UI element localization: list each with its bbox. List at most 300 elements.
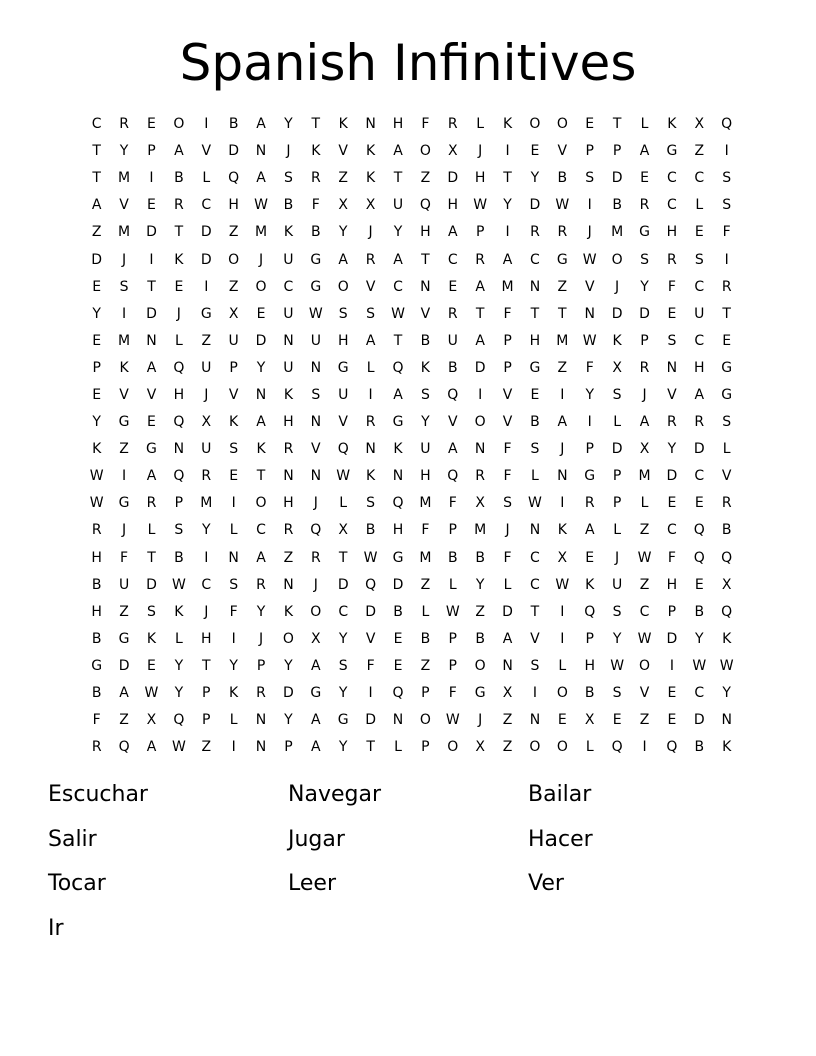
- grid-cell[interactable]: U: [228, 332, 239, 349]
- grid-cell[interactable]: D: [666, 630, 678, 647]
- grid-cell[interactable]: S: [338, 657, 348, 674]
- grid-cell[interactable]: Y: [256, 603, 266, 620]
- grid-cell[interactable]: A: [146, 739, 157, 756]
- grid-cell[interactable]: I: [231, 739, 236, 756]
- grid-cell[interactable]: K: [338, 116, 348, 133]
- grid-cell[interactable]: R: [447, 116, 458, 133]
- grid-cell[interactable]: T: [147, 278, 156, 295]
- grid-cell[interactable]: X: [721, 576, 732, 593]
- grid-cell[interactable]: X: [365, 197, 376, 214]
- grid-cell[interactable]: T: [558, 305, 567, 322]
- grid-cell[interactable]: R: [256, 576, 266, 593]
- grid-cell[interactable]: E: [585, 549, 595, 566]
- grid-cell[interactable]: T: [530, 603, 540, 620]
- grid-cell[interactable]: N: [228, 549, 239, 566]
- grid-cell[interactable]: N: [365, 116, 376, 133]
- grid-cell[interactable]: L: [366, 359, 375, 376]
- grid-cell[interactable]: D: [255, 332, 267, 349]
- grid-cell[interactable]: G: [337, 712, 349, 729]
- grid-cell[interactable]: E: [448, 278, 458, 295]
- grid-cell[interactable]: J: [642, 386, 647, 403]
- grid-cell[interactable]: U: [611, 576, 623, 593]
- grid-cell[interactable]: S: [229, 576, 239, 593]
- grid-cell[interactable]: W: [528, 495, 542, 512]
- grid-cell[interactable]: Q: [419, 197, 431, 214]
- grid-cell[interactable]: B: [228, 116, 239, 133]
- grid-cell[interactable]: Y: [284, 116, 293, 133]
- grid-cell[interactable]: M: [556, 332, 569, 349]
- grid-cell[interactable]: Z: [91, 224, 102, 241]
- grid-cell[interactable]: I: [587, 197, 592, 214]
- grid-cell[interactable]: R: [256, 685, 266, 702]
- grid-cell[interactable]: W: [336, 468, 351, 485]
- grid-cell[interactable]: V: [502, 386, 513, 403]
- grid-cell[interactable]: G: [146, 441, 157, 458]
- grid-cell[interactable]: L: [695, 197, 704, 214]
- grid-cell[interactable]: M: [254, 224, 268, 241]
- grid-cell[interactable]: Y: [393, 224, 403, 241]
- grid-cell[interactable]: Q: [228, 170, 240, 187]
- grid-cell[interactable]: V: [420, 305, 431, 322]
- grid-cell[interactable]: Z: [201, 332, 212, 349]
- grid-cell[interactable]: I: [560, 495, 565, 512]
- grid-cell[interactable]: A: [584, 522, 595, 539]
- grid-cell[interactable]: I: [368, 386, 373, 403]
- grid-cell[interactable]: F: [421, 116, 430, 133]
- grid-cell[interactable]: T: [201, 657, 211, 674]
- grid-cell[interactable]: C: [694, 468, 705, 485]
- grid-cell[interactable]: N: [310, 359, 322, 376]
- grid-cell[interactable]: O: [474, 657, 486, 674]
- grid-cell[interactable]: T: [722, 305, 731, 322]
- grid-cell[interactable]: A: [146, 359, 157, 376]
- grid-cell[interactable]: I: [505, 143, 510, 160]
- grid-cell[interactable]: T: [366, 739, 375, 756]
- grid-cell[interactable]: L: [722, 441, 731, 458]
- grid-cell[interactable]: A: [174, 143, 184, 160]
- grid-cell[interactable]: O: [529, 739, 541, 756]
- grid-cell[interactable]: A: [475, 332, 485, 349]
- grid-cell[interactable]: E: [530, 386, 540, 403]
- grid-cell[interactable]: R: [721, 278, 732, 295]
- grid-cell[interactable]: L: [421, 603, 430, 620]
- grid-cell[interactable]: K: [393, 441, 403, 458]
- grid-cell[interactable]: S: [147, 603, 156, 620]
- grid-cell[interactable]: C: [91, 116, 102, 133]
- grid-cell[interactable]: Q: [447, 468, 459, 485]
- grid-cell[interactable]: Y: [229, 657, 238, 674]
- grid-cell[interactable]: F: [366, 657, 375, 674]
- grid-cell[interactable]: B: [420, 630, 431, 647]
- grid-cell[interactable]: E: [667, 495, 677, 512]
- grid-cell[interactable]: E: [585, 116, 595, 133]
- grid-cell[interactable]: M: [638, 468, 651, 485]
- grid-cell[interactable]: G: [118, 495, 130, 512]
- grid-cell[interactable]: A: [694, 386, 705, 403]
- grid-cell[interactable]: L: [613, 414, 622, 431]
- grid-cell[interactable]: R: [447, 305, 458, 322]
- grid-cell[interactable]: E: [147, 197, 156, 214]
- grid-cell[interactable]: T: [530, 305, 540, 322]
- grid-cell[interactable]: M: [419, 495, 432, 512]
- grid-cell[interactable]: O: [310, 603, 322, 620]
- grid-cell[interactable]: H: [420, 468, 431, 485]
- grid-cell[interactable]: B: [557, 170, 568, 187]
- grid-cell[interactable]: G: [584, 468, 596, 485]
- grid-cell[interactable]: I: [122, 305, 127, 322]
- grid-cell[interactable]: L: [613, 522, 622, 539]
- grid-cell[interactable]: K: [146, 630, 157, 647]
- grid-cell[interactable]: O: [282, 630, 294, 647]
- grid-cell[interactable]: N: [529, 278, 541, 295]
- grid-cell[interactable]: R: [310, 170, 321, 187]
- grid-cell[interactable]: Y: [92, 305, 101, 322]
- grid-cell[interactable]: D: [529, 197, 541, 214]
- grid-cell[interactable]: L: [558, 657, 567, 674]
- grid-cell[interactable]: I: [149, 170, 154, 187]
- grid-cell[interactable]: Y: [174, 657, 184, 674]
- grid-cell[interactable]: C: [201, 576, 212, 593]
- grid-cell[interactable]: O: [529, 116, 541, 133]
- grid-cell[interactable]: E: [557, 712, 567, 729]
- grid-cell[interactable]: N: [529, 712, 541, 729]
- grid-cell[interactable]: Z: [119, 603, 129, 620]
- grid-cell[interactable]: K: [119, 359, 129, 376]
- grid-cell[interactable]: J: [258, 251, 264, 268]
- grid-cell[interactable]: B: [612, 197, 622, 214]
- grid-cell[interactable]: C: [256, 522, 266, 539]
- grid-cell[interactable]: C: [283, 278, 294, 295]
- grid-cell[interactable]: D: [666, 468, 678, 485]
- grid-cell[interactable]: P: [612, 143, 622, 160]
- grid-cell[interactable]: K: [283, 224, 294, 241]
- grid-cell[interactable]: U: [283, 359, 294, 376]
- grid-cell[interactable]: E: [147, 116, 156, 133]
- grid-cell[interactable]: S: [640, 251, 649, 268]
- grid-cell[interactable]: L: [448, 576, 457, 593]
- grid-cell[interactable]: S: [119, 278, 129, 295]
- grid-cell[interactable]: N: [529, 522, 541, 539]
- grid-cell[interactable]: Z: [420, 657, 431, 674]
- grid-cell[interactable]: S: [229, 441, 239, 458]
- grid-cell[interactable]: U: [694, 305, 705, 322]
- grid-cell[interactable]: X: [475, 495, 485, 512]
- grid-cell[interactable]: I: [642, 739, 647, 756]
- grid-cell[interactable]: X: [584, 712, 595, 729]
- grid-cell[interactable]: R: [365, 251, 376, 268]
- grid-cell[interactable]: N: [557, 468, 568, 485]
- grid-cell[interactable]: Y: [722, 685, 731, 702]
- grid-cell[interactable]: S: [311, 386, 321, 403]
- grid-cell[interactable]: J: [478, 712, 483, 729]
- grid-cell[interactable]: J: [560, 441, 565, 458]
- grid-cell[interactable]: P: [612, 495, 622, 512]
- grid-cell[interactable]: P: [448, 630, 457, 647]
- grid-cell[interactable]: U: [118, 576, 130, 593]
- grid-cell[interactable]: E: [393, 657, 403, 674]
- grid-cell[interactable]: B: [174, 549, 184, 566]
- grid-cell[interactable]: A: [256, 170, 266, 187]
- grid-cell[interactable]: S: [694, 251, 704, 268]
- grid-cell[interactable]: Y: [92, 414, 101, 431]
- grid-cell[interactable]: M: [419, 549, 432, 566]
- grid-cell[interactable]: D: [392, 576, 404, 593]
- grid-cell[interactable]: L: [339, 495, 348, 512]
- grid-cell[interactable]: G: [91, 657, 103, 674]
- grid-cell[interactable]: P: [585, 143, 594, 160]
- grid-cell[interactable]: A: [557, 414, 568, 431]
- grid-cell[interactable]: H: [392, 522, 404, 539]
- grid-cell[interactable]: W: [363, 549, 378, 566]
- grid-cell[interactable]: R: [639, 197, 650, 214]
- grid-cell[interactable]: H: [91, 549, 102, 566]
- grid-cell[interactable]: B: [365, 522, 376, 539]
- grid-cell[interactable]: N: [392, 468, 404, 485]
- grid-cell[interactable]: L: [531, 468, 539, 485]
- grid-cell[interactable]: G: [392, 414, 404, 431]
- grid-cell[interactable]: D: [146, 305, 157, 322]
- grid-cell[interactable]: W: [582, 251, 597, 268]
- grid-cell[interactable]: A: [447, 441, 458, 458]
- grid-cell[interactable]: Z: [283, 549, 294, 566]
- grid-cell[interactable]: C: [447, 251, 458, 268]
- grid-cell[interactable]: O: [255, 495, 267, 512]
- grid-cell[interactable]: R: [667, 414, 677, 431]
- grid-cell[interactable]: L: [585, 739, 594, 756]
- grid-cell[interactable]: C: [201, 197, 212, 214]
- grid-cell[interactable]: K: [256, 441, 266, 458]
- grid-cell[interactable]: Q: [693, 549, 705, 566]
- grid-cell[interactable]: V: [557, 143, 568, 160]
- grid-cell[interactable]: D: [611, 441, 623, 458]
- grid-cell[interactable]: R: [91, 739, 102, 756]
- grid-cell[interactable]: E: [667, 305, 677, 322]
- grid-cell[interactable]: N: [146, 332, 157, 349]
- grid-cell[interactable]: M: [200, 495, 213, 512]
- grid-cell[interactable]: T: [147, 549, 156, 566]
- grid-cell[interactable]: B: [694, 603, 705, 620]
- grid-cell[interactable]: O: [556, 685, 568, 702]
- grid-cell[interactable]: P: [503, 359, 512, 376]
- grid-cell[interactable]: N: [310, 414, 322, 431]
- grid-cell[interactable]: V: [201, 143, 212, 160]
- grid-cell[interactable]: F: [120, 549, 129, 566]
- grid-cell[interactable]: G: [556, 251, 568, 268]
- grid-cell[interactable]: B: [174, 170, 184, 187]
- grid-cell[interactable]: N: [420, 278, 431, 295]
- grid-cell[interactable]: Z: [639, 522, 650, 539]
- grid-cell[interactable]: U: [447, 332, 458, 349]
- grid-cell[interactable]: E: [256, 305, 266, 322]
- grid-cell[interactable]: I: [368, 685, 373, 702]
- grid-cell[interactable]: K: [92, 441, 102, 458]
- grid-cell[interactable]: S: [420, 386, 430, 403]
- grid-cell[interactable]: E: [530, 143, 540, 160]
- grid-cell[interactable]: F: [667, 278, 676, 295]
- grid-cell[interactable]: Z: [694, 143, 705, 160]
- grid-cell[interactable]: J: [478, 143, 483, 160]
- grid-cell[interactable]: Y: [667, 441, 677, 458]
- grid-cell[interactable]: A: [639, 143, 650, 160]
- grid-cell[interactable]: O: [474, 414, 486, 431]
- grid-cell[interactable]: S: [612, 685, 622, 702]
- grid-cell[interactable]: M: [118, 332, 131, 349]
- grid-cell[interactable]: B: [91, 576, 102, 593]
- grid-cell[interactable]: D: [200, 224, 212, 241]
- grid-cell[interactable]: S: [283, 170, 293, 187]
- grid-cell[interactable]: P: [612, 468, 622, 485]
- grid-cell[interactable]: S: [722, 197, 732, 214]
- grid-cell[interactable]: W: [144, 685, 159, 702]
- grid-cell[interactable]: P: [448, 657, 457, 674]
- grid-cell[interactable]: S: [503, 495, 512, 512]
- grid-cell[interactable]: E: [640, 170, 649, 187]
- grid-cell[interactable]: R: [721, 495, 732, 512]
- grid-cell[interactable]: B: [283, 197, 294, 214]
- grid-cell[interactable]: S: [612, 386, 622, 403]
- grid-cell[interactable]: Q: [173, 414, 185, 431]
- grid-cell[interactable]: X: [311, 630, 321, 647]
- grid-cell[interactable]: R: [146, 495, 157, 512]
- grid-cell[interactable]: N: [584, 305, 595, 322]
- grid-cell[interactable]: Z: [639, 576, 650, 593]
- grid-cell[interactable]: Q: [337, 441, 349, 458]
- grid-cell[interactable]: K: [229, 685, 239, 702]
- grid-cell[interactable]: T: [393, 170, 403, 187]
- grid-cell[interactable]: G: [310, 278, 322, 295]
- grid-cell[interactable]: D: [365, 712, 376, 729]
- grid-cell[interactable]: H: [420, 224, 431, 241]
- grid-cell[interactable]: D: [611, 305, 623, 322]
- grid-cell[interactable]: M: [501, 278, 514, 295]
- grid-cell[interactable]: X: [338, 522, 348, 539]
- grid-cell[interactable]: T: [256, 468, 266, 485]
- grid-cell[interactable]: X: [228, 305, 239, 322]
- grid-cell[interactable]: H: [337, 332, 349, 349]
- grid-cell[interactable]: G: [392, 549, 404, 566]
- grid-cell[interactable]: A: [146, 468, 157, 485]
- grid-cell[interactable]: X: [612, 359, 622, 376]
- grid-cell[interactable]: R: [119, 116, 129, 133]
- grid-cell[interactable]: T: [475, 305, 485, 322]
- grid-cell[interactable]: O: [638, 657, 651, 674]
- grid-cell[interactable]: X: [447, 143, 458, 160]
- grid-cell[interactable]: E: [92, 278, 102, 295]
- grid-cell[interactable]: K: [667, 116, 677, 133]
- grid-cell[interactable]: H: [392, 116, 404, 133]
- grid-cell[interactable]: G: [118, 414, 130, 431]
- grid-cell[interactable]: A: [393, 143, 403, 160]
- grid-cell[interactable]: Q: [365, 576, 377, 593]
- grid-cell[interactable]: W: [555, 576, 570, 593]
- grid-cell[interactable]: C: [667, 170, 677, 187]
- grid-cell[interactable]: R: [530, 224, 540, 241]
- grid-cell[interactable]: O: [611, 251, 623, 268]
- grid-cell[interactable]: U: [201, 359, 212, 376]
- grid-cell[interactable]: Y: [284, 657, 293, 674]
- grid-cell[interactable]: N: [173, 441, 185, 458]
- grid-cell[interactable]: W: [582, 332, 597, 349]
- grid-cell[interactable]: J: [615, 549, 620, 566]
- grid-cell[interactable]: L: [229, 522, 238, 539]
- grid-cell[interactable]: G: [310, 685, 322, 702]
- grid-cell[interactable]: A: [311, 657, 321, 674]
- grid-cell[interactable]: S: [722, 170, 732, 187]
- grid-cell[interactable]: R: [667, 251, 677, 268]
- grid-cell[interactable]: I: [231, 495, 236, 512]
- grid-cell[interactable]: J: [286, 143, 291, 160]
- grid-cell[interactable]: C: [338, 603, 349, 620]
- grid-cell[interactable]: P: [503, 332, 512, 349]
- grid-cell[interactable]: Y: [503, 197, 512, 214]
- grid-cell[interactable]: N: [255, 386, 267, 403]
- grid-cell[interactable]: B: [91, 630, 102, 647]
- grid-cell[interactable]: O: [419, 143, 431, 160]
- grid-cell[interactable]: P: [448, 522, 457, 539]
- grid-cell[interactable]: X: [475, 739, 485, 756]
- grid-cell[interactable]: W: [445, 603, 460, 620]
- grid-cell[interactable]: Q: [173, 468, 185, 485]
- grid-cell[interactable]: Y: [338, 739, 348, 756]
- grid-cell[interactable]: W: [89, 468, 104, 485]
- grid-cell[interactable]: K: [366, 170, 376, 187]
- grid-cell[interactable]: U: [420, 441, 431, 458]
- grid-cell[interactable]: D: [118, 657, 130, 674]
- grid-cell[interactable]: Z: [338, 170, 348, 187]
- grid-cell[interactable]: H: [694, 359, 705, 376]
- grid-cell[interactable]: U: [338, 386, 349, 403]
- grid-cell[interactable]: Z: [119, 441, 129, 458]
- grid-cell[interactable]: K: [366, 143, 376, 160]
- grid-cell[interactable]: H: [666, 576, 678, 593]
- grid-cell[interactable]: T: [421, 251, 430, 268]
- grid-cell[interactable]: V: [365, 278, 376, 295]
- grid-cell[interactable]: W: [637, 549, 652, 566]
- grid-cell[interactable]: I: [204, 278, 209, 295]
- grid-cell[interactable]: Z: [420, 170, 431, 187]
- grid-cell[interactable]: F: [585, 359, 594, 376]
- grid-cell[interactable]: H: [584, 657, 595, 674]
- grid-cell[interactable]: Z: [475, 603, 485, 620]
- grid-cell[interactable]: Y: [421, 414, 430, 431]
- grid-cell[interactable]: Y: [585, 386, 594, 403]
- grid-cell[interactable]: P: [92, 359, 101, 376]
- grid-cell[interactable]: L: [640, 116, 649, 133]
- grid-cell[interactable]: E: [694, 495, 704, 512]
- grid-cell[interactable]: C: [639, 603, 650, 620]
- grid-cell[interactable]: X: [201, 414, 212, 431]
- grid-cell[interactable]: G: [337, 359, 349, 376]
- grid-cell[interactable]: C: [694, 170, 705, 187]
- grid-cell[interactable]: L: [174, 630, 183, 647]
- grid-cell[interactable]: I: [532, 685, 538, 702]
- grid-cell[interactable]: X: [557, 549, 568, 566]
- grid-cell[interactable]: R: [475, 251, 486, 268]
- grid-cell[interactable]: Z: [119, 712, 129, 729]
- grid-cell[interactable]: Z: [502, 739, 513, 756]
- grid-cell[interactable]: W: [254, 197, 268, 214]
- grid-cell[interactable]: S: [338, 305, 348, 322]
- grid-cell[interactable]: J: [204, 603, 209, 620]
- grid-cell[interactable]: U: [283, 251, 294, 268]
- grid-cell[interactable]: R: [639, 359, 650, 376]
- grid-cell[interactable]: G: [200, 305, 212, 322]
- grid-cell[interactable]: D: [693, 441, 705, 458]
- grid-cell[interactable]: X: [694, 116, 705, 133]
- grid-cell[interactable]: N: [283, 332, 294, 349]
- grid-cell[interactable]: J: [505, 522, 510, 539]
- grid-cell[interactable]: S: [174, 522, 184, 539]
